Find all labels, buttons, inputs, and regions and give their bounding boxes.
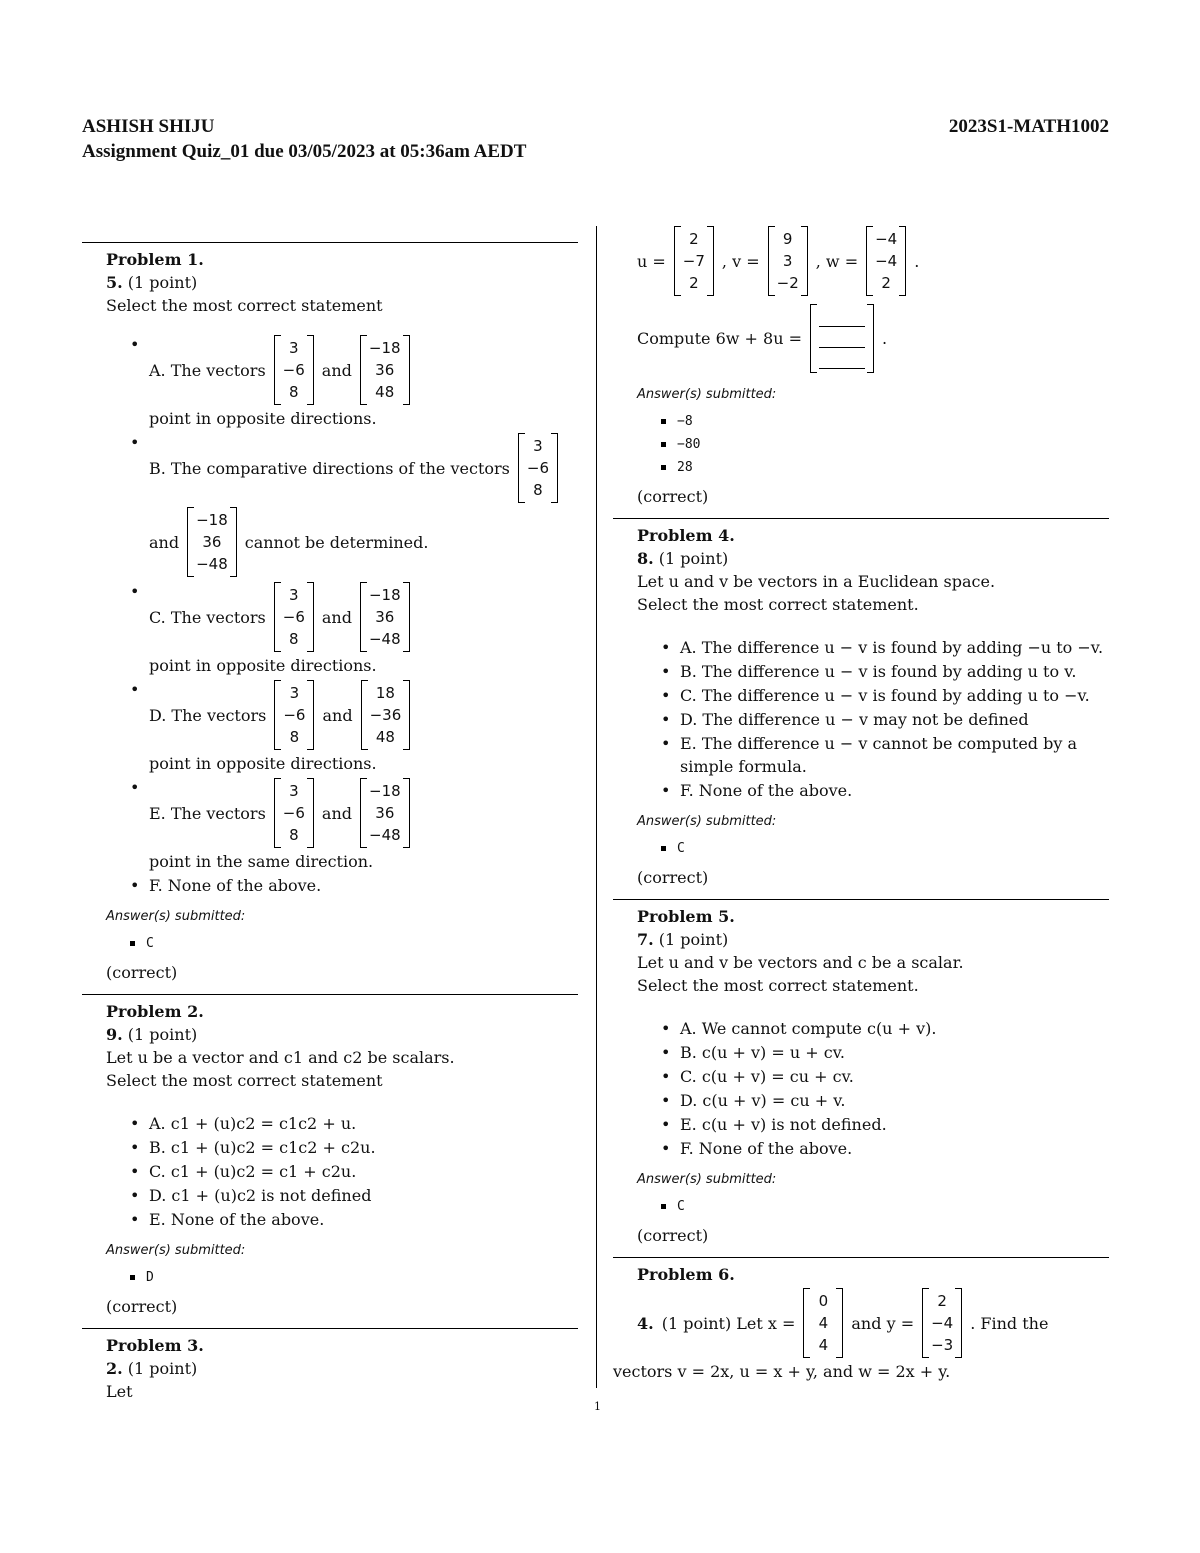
answer-item: D (130, 1266, 578, 1289)
answers-heading: Answer(s) submitted: (106, 1243, 246, 1258)
vector-y: 2 −4 −3 (922, 1288, 962, 1358)
option-b: • B. c1 + (u)c2 = c1c2 + c2u. (130, 1136, 578, 1159)
right-column (613, 224, 1109, 1383)
option-b: • B. The comparative directions of the vectors 3 −6 8 and −18 36 −48 cannot be determined. (130, 431, 578, 579)
problem-divider (613, 518, 1109, 519)
option-f: • F. None of the above. (130, 874, 578, 897)
vector: −18 36 −48 (187, 507, 237, 577)
problem-1 (82, 248, 578, 984)
status-correct: (correct) (106, 963, 178, 982)
status-correct: (correct) (106, 1297, 178, 1316)
problem-points: 5. (1 point) (106, 273, 198, 292)
options-list (130, 1112, 578, 1231)
problem-title: Problem 2. (106, 1002, 204, 1021)
option-d: • D. The difference u − v may not be defined (661, 708, 1109, 731)
answers-heading: Answer(s) submitted: (106, 909, 246, 924)
option-a: • A. We cannot compute c(u + v). (661, 1017, 1109, 1040)
problem-prompt: Select the most correct statement. (637, 976, 919, 995)
option-d: • D. The vectors 3 −6 8 and 18 −36 48 point in opposite directions. (130, 678, 578, 775)
vector: 18 −36 48 (361, 680, 411, 750)
page-number: 1 (594, 1400, 601, 1413)
answers-list (130, 1266, 578, 1289)
problem-title: Problem 5. (637, 907, 735, 926)
status-correct: (correct) (637, 487, 709, 506)
vector: −18 36 −48 (360, 582, 410, 652)
problem-5 (613, 905, 1109, 1247)
vector: 3 −6 8 (274, 778, 314, 848)
answer-item: C (661, 1195, 1109, 1218)
problem-title: Problem 4. (637, 526, 735, 545)
problem-prompt: Let u and v be vectors in a Euclidean space. (637, 572, 996, 591)
vector: 3 −6 8 (274, 680, 314, 750)
option-c: • C. The difference u − v is found by adding u to −v. (661, 684, 1109, 707)
vector: 3 −6 8 (518, 433, 558, 503)
option-c: • C. c1 + (u)c2 = c1 + c2u. (130, 1160, 578, 1183)
option-a: • A. c1 + (u)c2 = c1c2 + u. (130, 1112, 578, 1135)
problem-points: 2. (1 point) (106, 1359, 198, 1378)
problem-6-tail: vectors v = 2x, u = x + y, and w = 2x + y. (613, 1362, 951, 1381)
problem-title: Problem 6. (637, 1265, 735, 1284)
options-list (661, 1017, 1109, 1160)
vector-w: −4 −4 2 (866, 226, 906, 296)
vector-v: 9 3 −2 (768, 226, 808, 296)
vector: 3 −6 8 (274, 335, 314, 405)
problem-statement: 4. (1 point) Let x = 0 4 4 and y = 2 −4 −3 . Find the (637, 1286, 1109, 1360)
status-correct: (correct) (637, 1226, 709, 1245)
answers-heading: Answer(s) submitted: (637, 814, 777, 829)
option-e: • E. The vectors 3 −6 8 and −18 36 −48 point in the same direction. (130, 776, 578, 873)
answers-heading: Answer(s) submitted: (637, 387, 777, 402)
option-d: • D. c1 + (u)c2 is not defined (130, 1184, 578, 1207)
compute-row: Compute 6w + 8u = . (637, 302, 1109, 375)
option-c: • C. c(u + v) = cu + cv. (661, 1065, 1109, 1088)
options-list (661, 636, 1109, 802)
answers-list (130, 932, 578, 955)
problem-3-continued (613, 224, 1109, 508)
problem-prompt: Let u be a vector and c1 and c2 be scalars. (106, 1048, 455, 1067)
vector: 3 −6 8 (274, 582, 314, 652)
status-correct: (correct) (637, 868, 709, 887)
assignment-title: Assignment Quiz_01 due 03/05/2023 at 05:36am AEDT (82, 141, 527, 162)
answer-item: −80 (661, 433, 1109, 456)
option-e: • E. The difference u − v cannot be computed by a simple formula. (661, 732, 1109, 778)
column-divider (596, 226, 597, 1388)
option-e: • E. None of the above. (130, 1208, 578, 1231)
problem-prompt: Select the most correct statement (106, 296, 383, 315)
option-a: • A. The vectors 3 −6 8 and −18 36 48 point in opposite directions. (130, 333, 578, 430)
answer-item: −8 (661, 410, 1109, 433)
options-list (130, 333, 578, 897)
vector-u: 2 −7 2 (674, 226, 714, 296)
problem-divider (82, 242, 578, 243)
option-e: • E. c(u + v) is not defined. (661, 1113, 1109, 1136)
problem-divider (613, 1257, 1109, 1258)
answers-heading: Answer(s) submitted: (637, 1172, 777, 1187)
option-b: • B. The difference u − v is found by adding u to v. (661, 660, 1109, 683)
option-d: • D. c(u + v) = cu + v. (661, 1089, 1109, 1112)
problem-prompt: Select the most correct statement. (637, 595, 919, 614)
answer-blanks[interactable] (810, 304, 874, 373)
problem-2 (82, 1000, 578, 1318)
answer-item: C (661, 837, 1109, 860)
problem-title: Problem 3. (106, 1336, 204, 1355)
problem-points: 8. (1 point) (637, 549, 729, 568)
vector-definitions: u = 2 −7 2 , v = 9 3 −2 , w = −4 −4 2 . (637, 224, 1109, 298)
course-code: 2023S1-MATH1002 (948, 116, 1109, 137)
answers-list (661, 410, 1109, 479)
vector: −18 36 −48 (360, 778, 410, 848)
option-a: • A. The difference u − v is found by adding −u to −v. (661, 636, 1109, 659)
vector: −18 36 48 (360, 335, 410, 405)
option-f: • F. None of the above. (661, 1137, 1109, 1160)
problem-divider (613, 899, 1109, 900)
option-f: • F. None of the above. (661, 779, 1109, 802)
option-b: • B. c(u + v) = u + cv. (661, 1041, 1109, 1064)
answers-list (661, 1195, 1109, 1218)
answer-item: C (130, 932, 578, 955)
option-c: • C. The vectors 3 −6 8 and −18 36 −48 point in opposite directions. (130, 580, 578, 677)
problem-divider (82, 994, 578, 995)
problem-points: 9. (1 point) (106, 1025, 198, 1044)
answers-list (661, 837, 1109, 860)
problem-prompt: Select the most correct statement (106, 1071, 383, 1090)
problem-prompt: Let u and v be vectors and c be a scalar. (637, 953, 964, 972)
problem-6 (613, 1263, 1109, 1360)
problem-3 (82, 1334, 578, 1403)
left-column (82, 242, 578, 1403)
problem-title: Problem 1. (106, 250, 204, 269)
student-name: ASHISH SHIJU (82, 116, 215, 137)
problem-points: 7. (1 point) (637, 930, 729, 949)
problem-prompt: Let (106, 1382, 133, 1401)
vector-x: 0 4 4 (803, 1288, 843, 1358)
problem-divider (82, 1328, 578, 1329)
answer-item: 28 (661, 456, 1109, 479)
problem-4 (613, 524, 1109, 889)
